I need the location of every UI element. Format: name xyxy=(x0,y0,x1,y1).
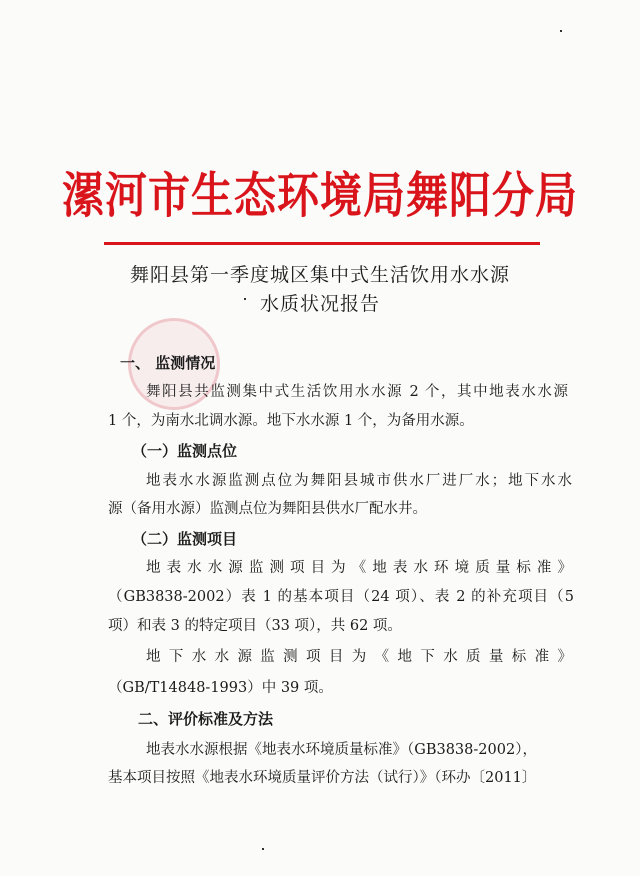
section-1-paragraph-line-2: 1 个，为南水北调水源。地下水水源 1 个，为备用水源。 xyxy=(108,413,474,429)
header-red-rule xyxy=(104,242,540,245)
subsection-2-line-5: （GB/T14848-1993）中 39 项。 xyxy=(108,680,333,696)
subsection-2-line-4: 地下水水源监测项目为《地下水质量标准》 xyxy=(146,649,572,665)
organization-header: 漯河市生态环境局舞阳分局 xyxy=(61,167,578,224)
scan-speck xyxy=(244,298,246,300)
scan-speck xyxy=(262,848,264,850)
section-1-heading: 一、 监测情况 xyxy=(120,354,216,372)
subsection-1-heading: （一）监测点位 xyxy=(132,442,238,460)
report-title-line-2: 水质状况报告 xyxy=(259,293,380,315)
subsection-2-line-2: （GB3838-2002）表 1 的基本项目（24 项）、表 2 的补充项目（5 xyxy=(108,589,574,605)
subsection-1-line-2: 源（备用水源）监测点位为舞阳县供水厂配水井。 xyxy=(108,501,427,517)
subsection-1-line-1: 地表水水源监测点位为舞阳县城市供水厂进厂水；地下水水 xyxy=(146,473,572,489)
section-2-line-2: 基本项目按照《地表水环境质量评价方法（试行）》（环办〔2011〕 xyxy=(108,770,537,786)
subsection-2-line-3: 项）和表 3 的特定项目（33 项），共 62 项。 xyxy=(108,618,402,634)
section-1-paragraph-line-1: 舞阳县共监测集中式生活饮用水水源 2 个，其中地表水水源 xyxy=(146,384,568,400)
subsection-2-line-1: 地表水水源监测项目为《地表水环境质量标准》 xyxy=(146,560,572,576)
section-2-heading: 二、评价标准及方法 xyxy=(138,710,274,728)
report-title-line-1: 舞阳县第一季度城区集中式生活饮用水水源 xyxy=(129,264,510,286)
scan-speck xyxy=(560,30,562,32)
section-2-line-1: 地表水水源根据《地表水环境质量标准》（GB3838-2002）， xyxy=(146,742,537,758)
subsection-2-heading: （二）监测项目 xyxy=(132,530,238,548)
